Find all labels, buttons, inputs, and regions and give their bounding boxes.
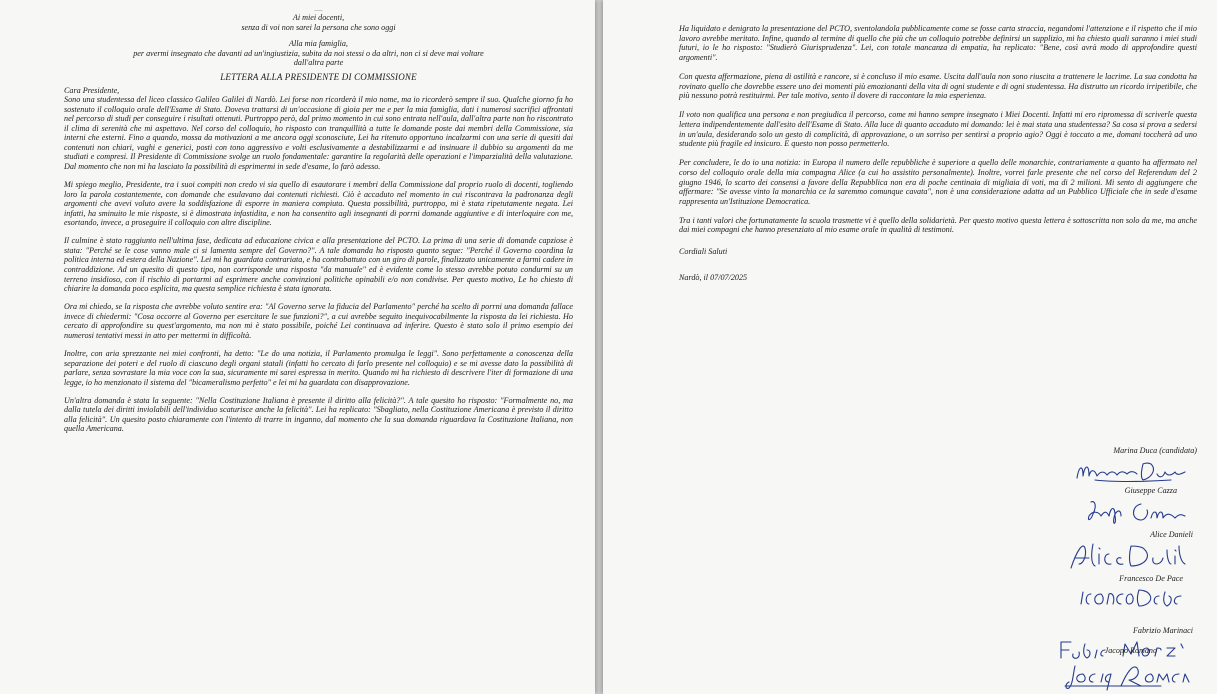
letter-paragraph: Tra i tanti valori che fortunatamente la scuola trasmette vi è quello della solidarietà. Per questo motivo questa lettera è sottoscritta non solo da me, ma anche dai miei compagni che hanno presenziato al mio esame orale in qualità di testimoni.: [679, 215, 1197, 235]
signature-marina-duca: [1071, 458, 1191, 484]
signatory-name: Alice Danieli: [1150, 530, 1193, 539]
dedication-family-line1: Alla mia famiglia,: [289, 39, 348, 48]
letter-paragraph: Ora mi chiedo, se la risposta che avrebbe voluto sentire era: "Al Governo serve la fiducia del Parlamento" perché ha scelto di porrni una domanda fallace invece di chiedermi: "Cosa occorre al Governo per esercitare le sue funzioni?", a cui avrebbe seguito inequivocabilmente la risposta da lei richiesta. Ho cercato di approfondire su quest'argomento, ma non mi è stato possibile, poiché Lei continuava ad inferire. Questo è stato solo il primo esempio dei numerosi tentativi messi in atto per mettermi in difficoltà.: [64, 302, 573, 340]
signature-alice-danieli: [1065, 540, 1191, 572]
letter-title: LETTERA ALLA PRESIDENTE DI COMMISSIONE: [220, 71, 417, 82]
letter-paragraph: Mi spiego meglio, Presidente, tra i suoi compiti non credo vi sia quello di esautorare i membri della Commissione dal proprio ruolo di docenti, togliendo loro la parola costantemente, con domande che esulavano dai contenuti richiesti. Ciò è accaduto nel momento in cui riscontrava la padronanza degli argomenti che avevi voluto avere la soddisfazione di esporre in maniera compiuta. Questa possibilità, purtroppo, mi è stata ripetutamente negata. Lei infatti, ha sminuito le mie risposte, si è dimostrata infastidita, e non ha consentito agli insegnanti di porrni domande aggiuntive e di interloquire con me, esortando, invece, a proseguire il colloquio con altre discipline.: [64, 180, 573, 228]
letter-paragraph: Sono una studentessa del liceo classico Galileo Galilei di Nardò. Lei forse non ricorderà il mio nome, ma io ricorderò sempre il suo. Qualche giorno fa ho sostenuto il colloquio orale dell'Esame di Stato. Doveva trattarsi di un'occasione di gioia per me e per la mia famiglia, dati i numerosi sacrifici affrontati nel percorso di studi per conseguire i risultati ottenuti. Purtroppo però, dal primo momento in cui sono entrata nell'aula, dall'altra parte non ho riscontrato il clima di serenità che mi aspettavo. Nel corso del colloquio, ho risposto con tranquillità a tutte le domande poste dai membri della Commissione, sia interni che esterni. Fino a quando, mossa da motivazioni a me ancora oggi sconosciute, Lei ha ritenuto opportuno incalzarmi con una serie di quesiti dai contenuti non chiari, vaghi e generici, posti con tono aggressivo e volti esclusivamente a destabilizzarmi e ad insinuare il dubbio su argomenti da me studiati e compresi. Il Presidente di Commissione svolge un ruolo fondamentale: garantire la regolarità delle operazioni e l'imparzialità della valutazione. Dal momento che non mi ha lasciato la possibilità di esprimermi in sede d'esame, lo farò adesso.: [64, 95, 573, 171]
letter-paragraph: Per concludere, le do io una notizia: in Europa il numero delle repubbliche è superiore a quello delle monarchie, contrariamente a quanto ha affermato nel corso del colloquio orale della mia compagna Alice (a cui ho assistito personalmente). Inoltre, vorrei farle presente che nel corso del Referendum del 2 giugno 1946, lo scarto dei consensi a favore della Repubblica non era di poche centinaia di migliaia di voti, ma di 2 milioni. Mi sento di aggiungere che affermare: "Se avesse vinto la monarchia ce la saremmo comunque cavata", non è una considerazione adatta ad un Pubblico Ufficiale che in sede d'esame rappresenta un'Istituzione Democratica.: [679, 158, 1197, 206]
signatory-name: Francesco De Pace: [1119, 574, 1183, 583]
signatory-name: Giuseppe Cazza: [1124, 486, 1177, 495]
dedication-teachers-line2: senza di voi non sarei la persona che sono oggi: [241, 22, 396, 32]
letter-paragraph: Ha liquidato e denigrato la presentazione del PCTO, sventolandola pubblicamente come se fosse carta straccia, negandomi l'attenzione e il rispetto che il mio lavoro avrebbe meritato. Infine, quando al termine di quello che più che un colloquio potrebbe definirsi un supplizio, mi ha chiesto quali saranno i miei studi futuri, io le ho risposto: "Studierò Giurisprudenza". Lei, con totale mancanza di empatia, ha replicato: "Bene, così avrà modo di approfondire questi argomenti".: [679, 24, 1197, 62]
signature-francesco-de-pace: [1073, 584, 1191, 610]
signatory-name: Jacopo Romano: [1104, 646, 1157, 655]
signatory-name: Fabrizio Marinaci: [1132, 626, 1193, 635]
signatory-name: Marina Duca (candidata): [1113, 446, 1197, 455]
letter-paragraph: Un'altra domanda è stata la seguente: "Nella Costituzione Italiana è presente il diritto alla felicità?". A tale quesito ho risposto: "Formalmente no, ma dalla tutela dei diritti inviolabili dell'individuo scaturisce anche la felicità". Lei ha replicato: "Sbagliato, nella Costituzione Americana è previsto il diritto alla felicità". Un quesito posto chiaramente con l'intento di trarre in inganno, dal momento che la sua domanda riguardava la Costituzione Italiana, non quella Americana.: [64, 395, 573, 434]
letter-paragraph: Inoltre, con aria sprezzante nei miei confronti, ha detto: "Le do una notizia, il Parlamento promulga le leggi". Sono perfettamente a conoscenza della separazione dei poteri e del ruolo di ciascuno degli organi statali (infatti ho cercato di farlo presente nel colloquio) e se mi avesse dato la possibilità di parlare, senza sovrastare la mia voce con la sua, sicuramente mi sarei espressa in merito. Quando mi ha richiesto di descrivere l'iter di formazione di una legge, io ho menzionato il sistema del "bicameralismo perfetto" e lei mi ha guardata con disapprovazione.: [64, 349, 573, 387]
place-date: Nardò, il 07/07/2025: [679, 272, 748, 282]
dedication-teachers-line1: Ai miei docenti,: [292, 13, 345, 22]
letter-paragraph: Il voto non qualifica una persona e non pregiudica il percorso, come mi hanno sempre insegnato i Miei Docenti. Infatti mi ero ripromessa di scriverle questa lettera indipendentemente dall'esito dell'Esame di Stato. Alla luce di quanto accaduto mi domando: lei è mai stata una studentessa? Sa cosa si prova a sedersi in un'aula, desiderando solo un gesto di complicità, di approvazione, o un sorriso per sentirsi a proprio agio? Oggi è toccato a me, domani toccherà ad uno studente più fragile ed insicuro. E questo non posso permetterlo.: [679, 110, 1197, 149]
letter-paragraph: Il culmine è stato raggiunto nell'ultima fase, dedicata ad educazione civica e alla presentazione del PCTO. La prima di una serie di domande capziose è stata: "Perché se le cose vanno male ci si lamenta sempre del Governo?". A tale domanda ho risposto quanto segue: "Perché il Governo coordina la politica interna ed estera della Nazione". Lei mi ha guardata contrariata, e ha controbattuto con un giro di parole, finalizzato unicamente a farmi cadere in contraddizione. Ad un quesito di questo tipo, non corrisponde una risposta "da manuale" ed è evidente come lo stesso avrebbe potuto condurmi su un terreno insidioso, con il rischio di portarmi ad esprimere anche convinzioni politiche opinabili e/o non condivise. Per questo motivo, Le ho chiesto di chiarire la domanda poco esplicita, ma questa semplice richiesta è stata ignorata.: [64, 236, 573, 294]
dedication-family-line3: dall'altra parte: [293, 58, 344, 67]
dedication-family-line2: per avermi insegnato che davanti ad un'ingiustizia, subita da noi stessi o da altri, non ci si deve mai voltare: [133, 48, 484, 58]
closing: Cordiali Saluti: [679, 247, 728, 257]
left-page: [0, 0, 595, 694]
signature-jacopo-romano: [1061, 660, 1191, 692]
signature-giuseppe-cazza: [1081, 496, 1191, 528]
salutation: Cara Presidente,: [64, 85, 120, 95]
letter-paragraph: Con questa affermazione, piena di ostilità e rancore, si è concluso il mio esame. Uscita dall'aula non sono riuscita a trattenere le lacrime. La sua condotta ha rovinato quello che dovrebbe essere uno dei momenti più emozionanti della vita di ogni studente e di ogni studentessa. Ha distrutto un ricordo irripetibile, che più nessuno potrà restituirmi. Per tale motivo, sento il dovere di raccontare la mia esperienza.: [679, 71, 1197, 101]
dedication-mark: —: [314, 5, 323, 14]
right-page: [603, 0, 1217, 694]
